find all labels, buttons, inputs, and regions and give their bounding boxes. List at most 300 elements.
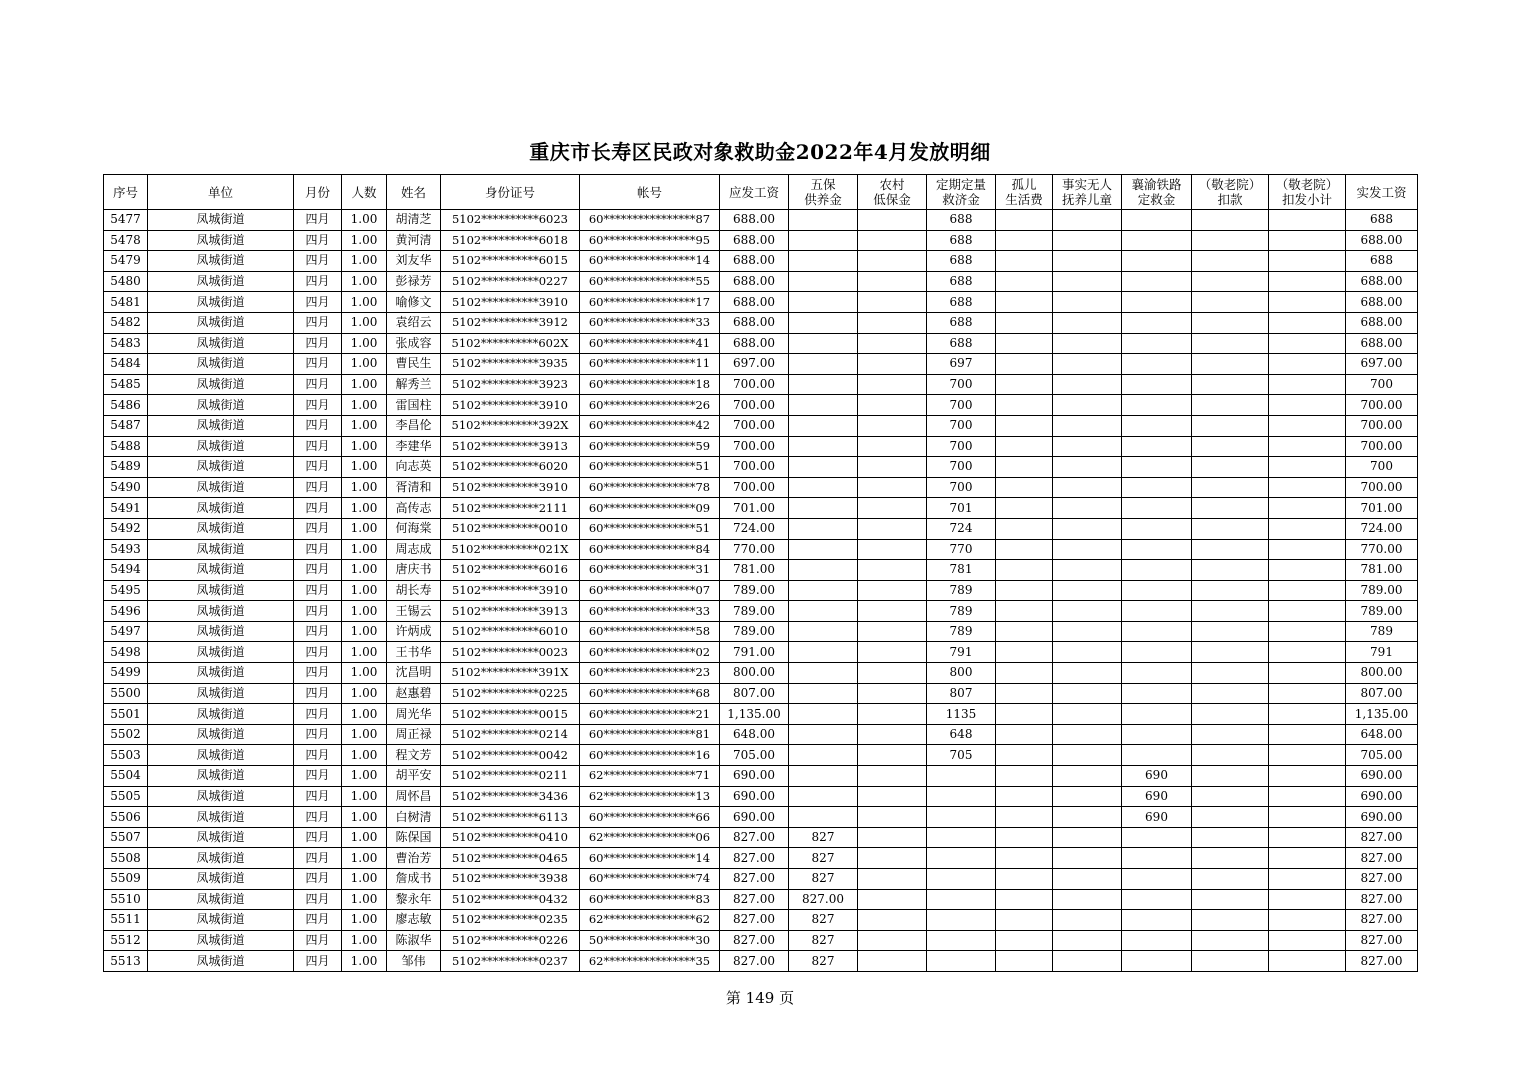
cell-people: 1.00 [342, 251, 387, 272]
cell-acct: 60****************07 [580, 580, 720, 601]
cell-orphan [996, 807, 1053, 828]
cell-orphan [996, 869, 1053, 890]
cell-dingqi [927, 786, 996, 807]
cell-wubao [789, 457, 858, 478]
cell-id: 5102**********021X [441, 539, 580, 560]
cell-deduct [1192, 827, 1269, 848]
relief-fund-table [103, 174, 1418, 972]
cell-deduct [1192, 683, 1269, 704]
cell-unit: 凤城街道 [148, 210, 294, 231]
cell-unattended [1053, 848, 1122, 869]
cell-wubao [789, 807, 858, 828]
column-header-line: 单位 [207, 184, 233, 200]
cell-actual: 690.00 [1346, 807, 1418, 828]
cell-id: 5102**********0226 [441, 930, 580, 951]
cell-people: 1.00 [342, 518, 387, 539]
cell-acct: 60****************33 [580, 312, 720, 333]
cell-unattended [1053, 910, 1122, 931]
cell-month: 四月 [294, 354, 342, 375]
cell-due: 688.00 [720, 333, 789, 354]
cell-railway [1122, 848, 1192, 869]
cell-dingqi: 724 [927, 518, 996, 539]
cell-railway [1122, 457, 1192, 478]
cell-seq: 5489 [104, 457, 148, 478]
cell-acct: 60****************84 [580, 539, 720, 560]
cell-seq: 5480 [104, 271, 148, 292]
cell-orphan [996, 642, 1053, 663]
cell-subtotal [1269, 292, 1346, 313]
cell-seq: 5481 [104, 292, 148, 313]
cell-wubao [789, 621, 858, 642]
cell-month: 四月 [294, 477, 342, 498]
page-number: 第 149 页 [725, 989, 795, 1007]
cell-due: 690.00 [720, 766, 789, 787]
cell-orphan [996, 251, 1053, 272]
cell-orphan [996, 560, 1053, 581]
cell-name: 李昌伦 [387, 415, 441, 436]
cell-actual: 791 [1346, 642, 1418, 663]
cell-id: 5102**********2111 [441, 498, 580, 519]
cell-seq: 5494 [104, 560, 148, 581]
cell-dibao [858, 745, 927, 766]
cell-acct: 60****************11 [580, 354, 720, 375]
cell-deduct [1192, 560, 1269, 581]
cell-unit: 凤城街道 [148, 601, 294, 622]
cell-orphan [996, 415, 1053, 436]
cell-due: 700.00 [720, 457, 789, 478]
cell-orphan [996, 457, 1053, 478]
cell-due: 700.00 [720, 415, 789, 436]
cell-unit: 凤城街道 [148, 910, 294, 931]
cell-people: 1.00 [342, 498, 387, 519]
column-header-line: 低保金 [873, 192, 911, 207]
table-row [104, 230, 1418, 251]
cell-railway [1122, 395, 1192, 416]
cell-unattended [1053, 560, 1122, 581]
column-header-dibao [858, 175, 927, 210]
cell-dingqi [927, 951, 996, 972]
cell-railway [1122, 518, 1192, 539]
cell-due: 688.00 [720, 271, 789, 292]
cell-dingqi: 701 [927, 498, 996, 519]
cell-id: 5102**********3436 [441, 786, 580, 807]
cell-actual: 688.00 [1346, 271, 1418, 292]
column-header-line: 序号 [112, 184, 138, 200]
cell-railway [1122, 889, 1192, 910]
cell-wubao [789, 539, 858, 560]
cell-railway [1122, 910, 1192, 931]
column-header-unit [148, 175, 294, 210]
cell-deduct [1192, 724, 1269, 745]
cell-orphan [996, 683, 1053, 704]
cell-name: 黄河清 [387, 230, 441, 251]
cell-subtotal [1269, 951, 1346, 972]
cell-people: 1.00 [342, 889, 387, 910]
cell-seq: 5485 [104, 374, 148, 395]
column-header-line: 五保 [810, 177, 836, 192]
cell-people: 1.00 [342, 827, 387, 848]
cell-id: 5102**********3910 [441, 477, 580, 498]
cell-subtotal [1269, 457, 1346, 478]
cell-acct: 60****************42 [580, 415, 720, 436]
cell-unattended [1053, 683, 1122, 704]
cell-month: 四月 [294, 560, 342, 581]
cell-unattended [1053, 230, 1122, 251]
column-header-acct [580, 175, 720, 210]
cell-actual: 688.00 [1346, 312, 1418, 333]
column-header-line: 农村 [879, 177, 905, 192]
column-header-dingqi [927, 175, 996, 210]
cell-orphan [996, 518, 1053, 539]
cell-month: 四月 [294, 230, 342, 251]
cell-people: 1.00 [342, 395, 387, 416]
cell-due: 700.00 [720, 436, 789, 457]
cell-unattended [1053, 477, 1122, 498]
column-header-line: 定救金 [1137, 192, 1176, 207]
cell-unattended [1053, 951, 1122, 972]
cell-seq: 5508 [104, 848, 148, 869]
cell-subtotal [1269, 786, 1346, 807]
cell-orphan [996, 374, 1053, 395]
cell-dibao [858, 415, 927, 436]
cell-deduct [1192, 374, 1269, 395]
cell-dibao [858, 498, 927, 519]
cell-dingqi: 700 [927, 436, 996, 457]
cell-seq: 5512 [104, 930, 148, 951]
cell-dibao [858, 724, 927, 745]
cell-id: 5102**********0015 [441, 704, 580, 725]
cell-orphan [996, 889, 1053, 910]
cell-due: 705.00 [720, 745, 789, 766]
cell-due: 827.00 [720, 930, 789, 951]
cell-id: 5102**********3935 [441, 354, 580, 375]
cell-id: 5102**********391X [441, 663, 580, 684]
cell-unit: 凤城街道 [148, 848, 294, 869]
column-header-line: 供养金 [804, 192, 842, 207]
cell-name: 程文芳 [387, 745, 441, 766]
table-row [104, 889, 1418, 910]
cell-dingqi: 688 [927, 210, 996, 231]
cell-name: 胡清芝 [387, 210, 441, 231]
cell-id: 5102**********6020 [441, 457, 580, 478]
cell-deduct [1192, 786, 1269, 807]
cell-dibao [858, 601, 927, 622]
column-header-deduct [1192, 175, 1269, 210]
cell-month: 四月 [294, 601, 342, 622]
table-row [104, 415, 1418, 436]
cell-subtotal [1269, 312, 1346, 333]
cell-unattended [1053, 312, 1122, 333]
column-header-line: 人数 [351, 184, 377, 200]
cell-id: 5102**********3910 [441, 292, 580, 313]
cell-id: 5102**********3910 [441, 395, 580, 416]
cell-people: 1.00 [342, 477, 387, 498]
cell-unit: 凤城街道 [148, 930, 294, 951]
cell-month: 四月 [294, 210, 342, 231]
cell-name: 白树清 [387, 807, 441, 828]
cell-subtotal [1269, 683, 1346, 704]
cell-people: 1.00 [342, 848, 387, 869]
cell-acct: 60****************55 [580, 271, 720, 292]
cell-people: 1.00 [342, 601, 387, 622]
cell-acct: 60****************14 [580, 848, 720, 869]
cell-id: 5102**********0235 [441, 910, 580, 931]
cell-unattended [1053, 663, 1122, 684]
cell-people: 1.00 [342, 415, 387, 436]
cell-acct: 60****************09 [580, 498, 720, 519]
cell-seq: 5490 [104, 477, 148, 498]
cell-orphan [996, 704, 1053, 725]
table-body [104, 210, 1418, 972]
cell-railway [1122, 951, 1192, 972]
cell-people: 1.00 [342, 271, 387, 292]
table-row [104, 745, 1418, 766]
cell-name: 周志成 [387, 539, 441, 560]
cell-actual: 688.00 [1346, 292, 1418, 313]
cell-wubao: 827 [789, 827, 858, 848]
cell-month: 四月 [294, 889, 342, 910]
cell-dibao [858, 930, 927, 951]
column-header-line: 定期定量 [935, 177, 986, 192]
cell-railway: 690 [1122, 766, 1192, 787]
cell-month: 四月 [294, 621, 342, 642]
cell-name: 胥清和 [387, 477, 441, 498]
cell-month: 四月 [294, 457, 342, 478]
cell-deduct [1192, 663, 1269, 684]
cell-dingqi: 648 [927, 724, 996, 745]
table-row [104, 910, 1418, 931]
cell-dingqi: 789 [927, 621, 996, 642]
cell-people: 1.00 [342, 766, 387, 787]
cell-actual: 724.00 [1346, 518, 1418, 539]
table-row [104, 766, 1418, 787]
cell-seq: 5510 [104, 889, 148, 910]
cell-wubao [789, 333, 858, 354]
cell-acct: 60****************68 [580, 683, 720, 704]
cell-orphan [996, 745, 1053, 766]
cell-actual: 800.00 [1346, 663, 1418, 684]
cell-railway [1122, 415, 1192, 436]
cell-due: 827.00 [720, 951, 789, 972]
cell-month: 四月 [294, 683, 342, 704]
cell-deduct [1192, 951, 1269, 972]
cell-name: 王书华 [387, 642, 441, 663]
cell-wubao: 827 [789, 869, 858, 890]
cell-dingqi [927, 869, 996, 890]
cell-people: 1.00 [342, 951, 387, 972]
cell-id: 5102**********602X [441, 333, 580, 354]
cell-dingqi: 700 [927, 374, 996, 395]
cell-name: 王锡云 [387, 601, 441, 622]
cell-people: 1.00 [342, 724, 387, 745]
cell-deduct [1192, 910, 1269, 931]
cell-orphan [996, 498, 1053, 519]
cell-name: 何海棠 [387, 518, 441, 539]
cell-actual: 827.00 [1346, 889, 1418, 910]
cell-people: 1.00 [342, 539, 387, 560]
table-row [104, 580, 1418, 601]
cell-name: 周正禄 [387, 724, 441, 745]
cell-dingqi: 781 [927, 560, 996, 581]
column-header-line: 帐号 [636, 184, 662, 200]
cell-month: 四月 [294, 786, 342, 807]
table-row [104, 560, 1418, 581]
cell-actual: 827.00 [1346, 827, 1418, 848]
cell-dingqi: 688 [927, 251, 996, 272]
cell-dingqi: 770 [927, 539, 996, 560]
cell-subtotal [1269, 354, 1346, 375]
cell-seq: 5497 [104, 621, 148, 642]
cell-due: 648.00 [720, 724, 789, 745]
page-title: 重庆市长寿区民政对象救助金2022年4月发放明细 [529, 140, 991, 164]
cell-orphan [996, 292, 1053, 313]
cell-acct: 62****************71 [580, 766, 720, 787]
cell-actual: 690.00 [1346, 786, 1418, 807]
cell-month: 四月 [294, 724, 342, 745]
cell-dingqi: 700 [927, 415, 996, 436]
table-row [104, 436, 1418, 457]
cell-unit: 凤城街道 [148, 642, 294, 663]
cell-dingqi: 800 [927, 663, 996, 684]
cell-month: 四月 [294, 766, 342, 787]
cell-people: 1.00 [342, 374, 387, 395]
cell-dibao [858, 518, 927, 539]
cell-unattended [1053, 889, 1122, 910]
cell-orphan [996, 724, 1053, 745]
cell-seq: 5493 [104, 539, 148, 560]
cell-orphan [996, 621, 1053, 642]
cell-unit: 凤城街道 [148, 827, 294, 848]
cell-wubao [789, 292, 858, 313]
cell-unattended [1053, 930, 1122, 951]
cell-deduct [1192, 436, 1269, 457]
cell-unattended [1053, 210, 1122, 231]
cell-unattended [1053, 869, 1122, 890]
cell-wubao [789, 210, 858, 231]
cell-orphan [996, 271, 1053, 292]
cell-subtotal [1269, 766, 1346, 787]
column-header-unattended [1053, 175, 1122, 210]
cell-unit: 凤城街道 [148, 621, 294, 642]
cell-acct: 60****************02 [580, 642, 720, 663]
cell-wubao [789, 704, 858, 725]
cell-railway [1122, 498, 1192, 519]
cell-seq: 5496 [104, 601, 148, 622]
table-row [104, 786, 1418, 807]
cell-wubao [789, 786, 858, 807]
cell-unattended [1053, 374, 1122, 395]
cell-subtotal [1269, 539, 1346, 560]
cell-id: 5102**********6023 [441, 210, 580, 231]
cell-actual: 827.00 [1346, 910, 1418, 931]
cell-month: 四月 [294, 642, 342, 663]
table-row [104, 518, 1418, 539]
cell-seq: 5491 [104, 498, 148, 519]
cell-railway [1122, 354, 1192, 375]
cell-dibao [858, 436, 927, 457]
cell-orphan [996, 663, 1053, 684]
cell-wubao: 827 [789, 910, 858, 931]
cell-people: 1.00 [342, 292, 387, 313]
table-row [104, 539, 1418, 560]
cell-actual: 688 [1346, 210, 1418, 231]
cell-people: 1.00 [342, 930, 387, 951]
cell-id: 5102**********3938 [441, 869, 580, 890]
column-header-line: 月份 [304, 184, 330, 200]
cell-railway: 690 [1122, 807, 1192, 828]
cell-deduct [1192, 292, 1269, 313]
cell-unit: 凤城街道 [148, 683, 294, 704]
cell-wubao [789, 766, 858, 787]
cell-seq: 5507 [104, 827, 148, 848]
cell-orphan [996, 601, 1053, 622]
column-header-id [441, 175, 580, 210]
cell-wubao [789, 642, 858, 663]
cell-wubao [789, 374, 858, 395]
cell-railway [1122, 230, 1192, 251]
cell-people: 1.00 [342, 333, 387, 354]
cell-orphan [996, 210, 1053, 231]
cell-due: 800.00 [720, 663, 789, 684]
cell-id: 5102**********3910 [441, 580, 580, 601]
cell-subtotal [1269, 869, 1346, 890]
cell-month: 四月 [294, 333, 342, 354]
cell-deduct [1192, 312, 1269, 333]
cell-railway [1122, 333, 1192, 354]
cell-id: 5102**********0237 [441, 951, 580, 972]
cell-deduct [1192, 251, 1269, 272]
cell-deduct [1192, 848, 1269, 869]
cell-subtotal [1269, 230, 1346, 251]
cell-dibao [858, 848, 927, 869]
cell-subtotal [1269, 374, 1346, 395]
cell-month: 四月 [294, 827, 342, 848]
cell-deduct [1192, 889, 1269, 910]
cell-month: 四月 [294, 704, 342, 725]
cell-unattended [1053, 292, 1122, 313]
cell-actual: 827.00 [1346, 930, 1418, 951]
cell-unattended [1053, 354, 1122, 375]
cell-due: 688.00 [720, 251, 789, 272]
cell-acct: 60****************58 [580, 621, 720, 642]
cell-id: 5102**********6016 [441, 560, 580, 581]
cell-due: 827.00 [720, 848, 789, 869]
cell-month: 四月 [294, 374, 342, 395]
cell-people: 1.00 [342, 621, 387, 642]
cell-acct: 60****************87 [580, 210, 720, 231]
cell-railway: 690 [1122, 786, 1192, 807]
cell-due: 697.00 [720, 354, 789, 375]
cell-unattended [1053, 436, 1122, 457]
cell-dibao [858, 292, 927, 313]
table-row [104, 869, 1418, 890]
cell-id: 5102**********0010 [441, 518, 580, 539]
cell-people: 1.00 [342, 436, 387, 457]
cell-deduct [1192, 621, 1269, 642]
cell-due: 690.00 [720, 786, 789, 807]
cell-railway [1122, 539, 1192, 560]
table-row [104, 333, 1418, 354]
table-row [104, 642, 1418, 663]
cell-subtotal [1269, 477, 1346, 498]
cell-due: 827.00 [720, 827, 789, 848]
cell-orphan [996, 333, 1053, 354]
cell-dingqi [927, 848, 996, 869]
cell-name: 陈保国 [387, 827, 441, 848]
cell-unattended [1053, 724, 1122, 745]
column-header-wubao [789, 175, 858, 210]
cell-acct: 60****************59 [580, 436, 720, 457]
